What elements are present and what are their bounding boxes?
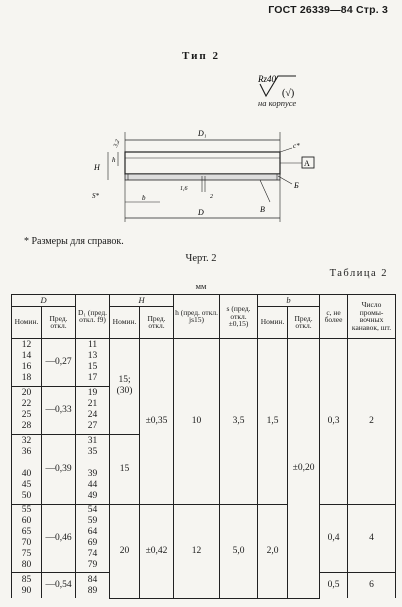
table-title: Таблица 2 (329, 268, 388, 279)
h-value-3: 20 (110, 504, 140, 598)
label-s: S* (92, 192, 99, 200)
label-dim-16: 1,6 (180, 186, 188, 192)
b-1: 1,5 (258, 338, 288, 504)
h-tol-1: ±0,35 (140, 338, 174, 504)
c-1: 0,3 (320, 338, 348, 504)
d1-group-1: 11 13 15 17 (76, 338, 110, 386)
page-header: ГОСТ 26339—84 Стр. 3 (268, 4, 388, 16)
d-group-5: 85 90 (12, 572, 42, 598)
header-d-tol: Пред. откл. (42, 306, 76, 338)
label-be: Б (294, 181, 299, 190)
label-a: A (304, 159, 310, 168)
c-2: 0,4 (320, 504, 348, 572)
header-b-tol: Пред. откл. (288, 306, 320, 338)
roughness-label: на корпусе (258, 98, 297, 108)
b-tol: ±0,20 (288, 338, 320, 598)
type-title: Тип 2 (182, 50, 220, 62)
label-h-big: H (94, 163, 100, 172)
label-d: D (198, 208, 204, 217)
header-h-tol: Пред. откл. (140, 306, 174, 338)
roughness-paren: (√) (282, 88, 295, 99)
grooves-2: 4 (348, 504, 396, 572)
header-b-nom: Номин. (258, 306, 288, 338)
d-tol-1: —0,27 (42, 338, 76, 386)
figure-caption: Черт. 2 (185, 253, 217, 264)
label-h-small: h (112, 156, 116, 164)
c-3: 0,5 (320, 572, 348, 598)
grooves-1: 2 (348, 338, 396, 504)
header-d-nom: Номин. (12, 306, 42, 338)
label-b: b (142, 194, 146, 202)
d-group-4: 55 60 65 70 75 80 (12, 504, 42, 572)
header-c: c, не более (320, 295, 348, 339)
hsmall-2: 12 (174, 504, 220, 598)
header-grooves: Число промы-вочных канавок, шт. (348, 295, 396, 339)
s-1: 3,5 (220, 338, 258, 504)
d-group-3: 32 36 40 45 50 (12, 434, 42, 504)
label-c: c* (293, 142, 300, 150)
header-h-small: h (пред. откл. js15) (174, 295, 220, 339)
s-2: 5,0 (220, 504, 258, 598)
roughness-value: Rz40 (258, 74, 276, 84)
header-b: b (258, 295, 320, 307)
b-2: 2,0 (258, 504, 288, 598)
header-d: D (12, 295, 76, 307)
units-label: мм (195, 281, 207, 291)
label-d1: D₁ (198, 129, 207, 138)
header-h: H (110, 295, 174, 307)
header-h-nom: Номин. (110, 306, 140, 338)
grooves-3: 6 (348, 572, 396, 598)
dimensions-table (11, 294, 396, 599)
d-tol-4: —0,46 (42, 504, 76, 572)
d1-group-3: 31 35 39 44 49 (76, 434, 110, 504)
footnote: * Размеры для справок. (24, 236, 124, 247)
label-dim-2: 2 (210, 194, 213, 200)
h-tol-2: ±0,42 (140, 504, 174, 598)
label-angle: 3,2 (113, 139, 122, 149)
h-value-1: 15; (30) (110, 338, 140, 434)
d-tol-5: —0,54 (42, 572, 76, 598)
d-group-2: 20 22 25 28 (12, 386, 42, 434)
d1-group-5: 84 89 (76, 572, 110, 598)
d-tol-3: —0,39 (42, 434, 76, 504)
header-s: s (пред. откл. ±0,15) (220, 295, 258, 339)
d1-group-4: 54 59 64 69 74 79 (76, 504, 110, 572)
part-drawing (80, 118, 320, 230)
h-value-2: 15 (110, 434, 140, 504)
header-d1: D₁ (пред. откл. f9) (76, 295, 110, 339)
d-tol-2: —0,33 (42, 386, 76, 434)
label-ve: В (260, 205, 265, 214)
hsmall-1: 10 (174, 338, 220, 504)
d-group-1: 12 14 16 18 (12, 338, 42, 386)
d1-group-2: 19 21 24 27 (76, 386, 110, 434)
